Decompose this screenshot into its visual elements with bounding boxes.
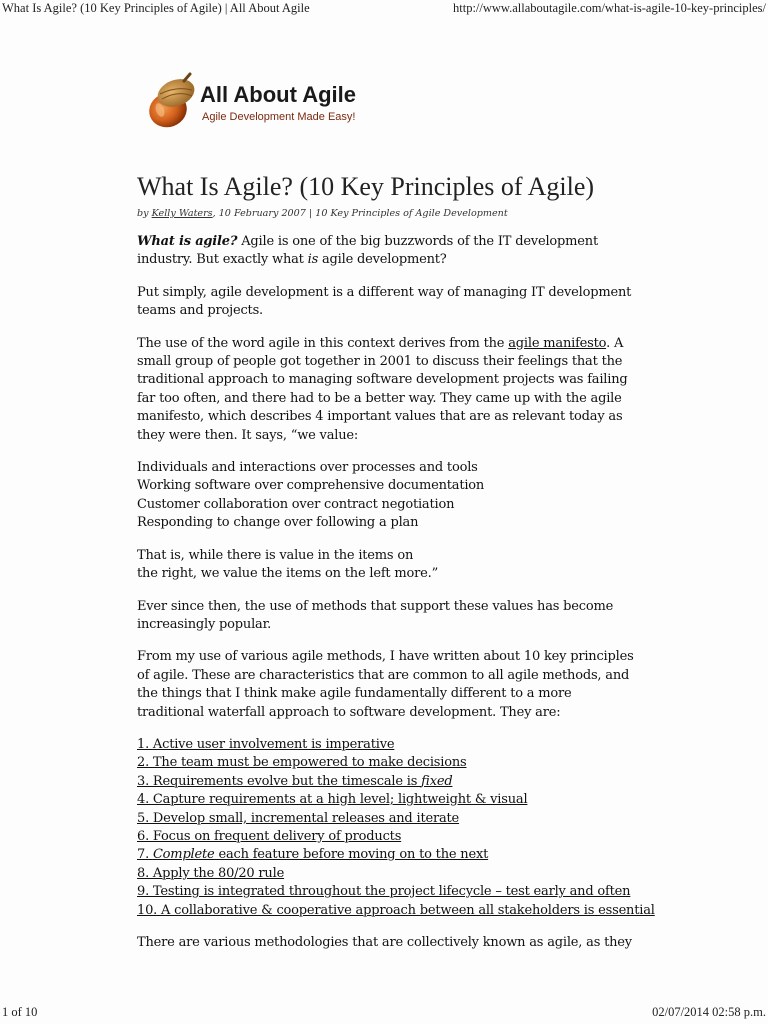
- principle-3-text: 3. Requirements evolve but the timescale is: [137, 773, 422, 789]
- principle-link-8[interactable]: 8. Apply the 80/20 rule: [137, 865, 285, 881]
- paragraph-principles-intro: From my use of various agile methods, I have written about 10 key principles of agile. These are characteristics that are common to all agile methods, and the things that I think make agile fundamentally different to a more traditional waterfall approach to software development. They are:: [137, 649, 634, 720]
- agile-manifesto-link[interactable]: agile manifesto: [508, 335, 607, 351]
- author-link[interactable]: Kelly Waters: [151, 208, 213, 219]
- acorn-icon: [146, 72, 200, 130]
- principle-link-1[interactable]: 1. Active user involvement is imperative: [137, 736, 395, 752]
- principles-list: [137, 736, 655, 920]
- print-header-title: What Is Agile? (10 Key Principles of Agile) | All About Agile: [2, 1, 310, 15]
- quote-line: That is, while there is value in the items on: [137, 547, 414, 563]
- manifesto-text-end: . A small group of people got together in 2001 to discuss their feelings that the traditional approach to managing software development projects was failing far too often, and there had to be a better way. They came up with the agile manifesto, which describes 4 important values that are as relevant today as they were then. It says, “we value:: [137, 335, 628, 443]
- principle-3-emphasis: fixed: [421, 773, 453, 789]
- principle-link-5[interactable]: 5. Develop small, incremental releases and iterate: [137, 810, 460, 826]
- principle-link-3[interactable]: [137, 774, 452, 789]
- byline-prefix: by: [137, 208, 152, 219]
- byline: [137, 208, 637, 219]
- value-line: Individuals and interactions over processes and tools: [137, 460, 478, 476]
- page-count: 1 of 10: [2, 1005, 38, 1019]
- article: [137, 172, 655, 966]
- principle-link-9[interactable]: 9. Testing is integrated throughout the project lifecycle – test early and often: [137, 884, 631, 900]
- logo-tagline: Agile Development Made Easy!: [202, 111, 356, 123]
- paragraph-quote-end: [137, 547, 637, 584]
- principle-7-number: 7.: [137, 847, 153, 863]
- intro-text: Agile is one of the big buzzwords of the IT development industry. But exactly what: [137, 234, 598, 268]
- article-title: What Is Agile? (10 Key Principles of Agile): [137, 172, 595, 201]
- site-logo[interactable]: [146, 70, 376, 140]
- paragraph-definition: Put simply, agile development is a different way of managing IT development teams and projects.: [137, 284, 632, 319]
- byline-date: , 10 February 2007 |: [212, 208, 316, 219]
- principle-link-6[interactable]: 6. Focus on frequent delivery of products: [137, 828, 402, 844]
- manifesto-text: The use of the word agile in this context derives from the: [137, 335, 509, 351]
- print-header-url: http://www.allaboutagile.com/what-is-agile-10-key-principles/: [453, 1, 766, 15]
- intro-emphasis: is: [307, 252, 319, 268]
- intro-text-end: agile development?: [318, 252, 447, 268]
- principle-link-4[interactable]: 4. Capture requirements at a high level; lightweight & visual: [137, 792, 528, 808]
- quote-line: the right, we value the items on the left more.”: [137, 566, 439, 582]
- principle-7-text: each feature before moving on to the next: [214, 847, 489, 863]
- principle-7-emphasis: Complete: [152, 847, 215, 863]
- principle-link-7[interactable]: [137, 847, 488, 862]
- paragraph-intro: [137, 233, 637, 270]
- paragraph-manifesto: [137, 335, 637, 445]
- paragraph-popularity: Ever since then, the use of methods that support these values has become increasingly popular.: [137, 598, 614, 632]
- principle-link-10[interactable]: 10. A collaborative & cooperative approach between all stakeholders is essential: [137, 902, 655, 918]
- byline-category: 10 Key Principles of Agile Development: [315, 208, 508, 219]
- intro-question: What is agile?: [137, 234, 238, 249]
- value-line: Responding to change over following a plan: [137, 515, 419, 531]
- print-datetime: 02/07/2014 02:58 p.m.: [652, 1005, 766, 1019]
- article-body: [137, 233, 655, 952]
- value-line: Customer collaboration over contract negotiation: [137, 496, 455, 512]
- manifesto-values: [137, 459, 637, 533]
- paragraph-methodologies: There are various methodologies that are collectively known as agile, as they: [137, 935, 632, 950]
- logo-name: All About Agile: [200, 82, 357, 107]
- value-line: Working software over comprehensive documentation: [137, 478, 485, 494]
- principle-link-2[interactable]: 2. The team must be empowered to make decisions: [137, 755, 467, 771]
